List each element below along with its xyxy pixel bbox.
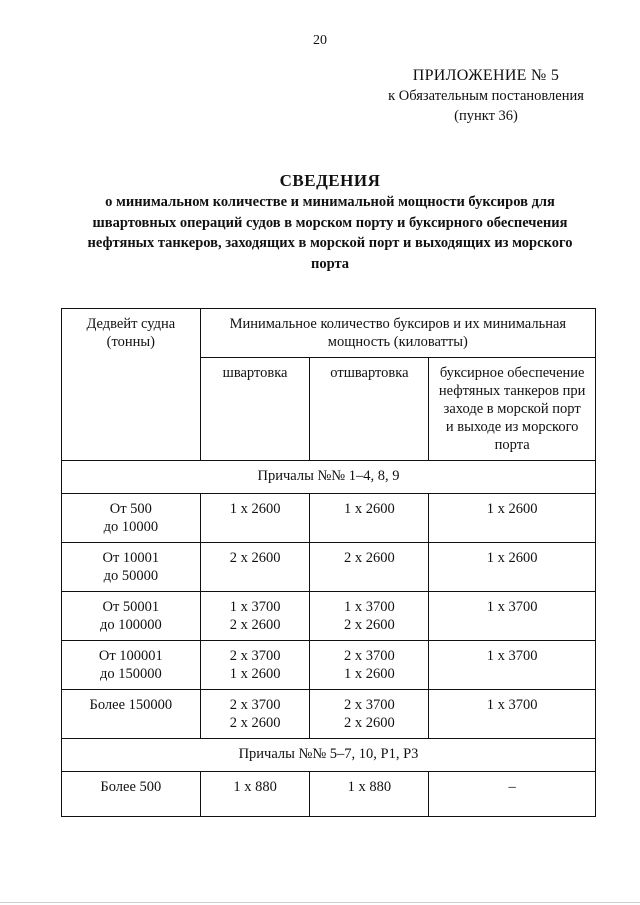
document-title: СВЕДЕНИЯ	[279, 171, 381, 190]
header-text: порта	[494, 437, 530, 453]
cell-line: 1 x 2600	[229, 501, 281, 517]
cell-line: 2 x 2600	[344, 617, 395, 633]
cell-tanker-support	[429, 772, 596, 817]
cell-line: 2 x 3700	[344, 648, 395, 664]
table-row	[62, 690, 596, 739]
cell-deadweight	[62, 543, 201, 592]
cell-line: до 10000	[103, 519, 159, 535]
cell-line: 2 x 3700	[229, 648, 281, 664]
cell-line: 1 x 3700	[486, 648, 538, 664]
cell-unmooring	[310, 494, 429, 543]
cell-mooring	[200, 772, 310, 817]
cell-line: 2 x 3700	[344, 697, 395, 713]
header-text: буксирное обеспечение	[439, 365, 585, 381]
cell-unmooring	[310, 592, 429, 641]
table-row	[62, 772, 596, 817]
cell-tanker-support	[429, 690, 596, 739]
cell-tanker-support	[429, 592, 596, 641]
cell-line: 2 x 2600	[344, 550, 395, 566]
cell-line: 2 x 3700	[229, 697, 281, 713]
cell-line: –	[508, 779, 516, 795]
subtitle-line: о минимальном количестве и минимальной мощности буксиров для	[105, 194, 555, 210]
cell-line: 2 x 2600	[229, 550, 281, 566]
cell-line: 2 x 2600	[229, 715, 281, 731]
cell-tanker-support	[429, 543, 596, 592]
page-number: 20	[313, 33, 327, 48]
cell-line: 2 x 2600	[344, 715, 395, 731]
group-label: Причалы №№ 5–7, 10, Р1, Р3	[62, 739, 596, 772]
table-row	[62, 494, 596, 543]
cell-mooring	[200, 543, 310, 592]
header-text: нефтяных танкеров при	[438, 383, 586, 399]
cell-line: 1 x 880	[347, 779, 392, 795]
cell-line: От 50001	[102, 599, 160, 615]
header-text: Минимальное количество буксиров и их минимальная	[229, 316, 567, 332]
group-row	[62, 739, 596, 772]
cell-unmooring	[310, 543, 429, 592]
cell-line: 1 x 2600	[486, 550, 538, 566]
cell-unmooring	[310, 690, 429, 739]
cell-tanker-support	[429, 494, 596, 543]
cell-line: 1 x 2600	[344, 666, 395, 682]
cell-line: до 100000	[99, 617, 162, 633]
document-heading	[60, 170, 600, 274]
cell-deadweight	[62, 772, 201, 817]
header-unmooring: отшвартовка	[310, 358, 429, 461]
table-row	[62, 641, 596, 690]
table-row	[62, 592, 596, 641]
cell-deadweight	[62, 690, 201, 739]
group-label: Причалы №№ 1–4, 8, 9	[62, 461, 596, 494]
tug-requirements-table	[61, 308, 596, 817]
header-text: Дедвейт судна	[86, 316, 176, 332]
header-tanker-support	[429, 358, 596, 461]
cell-line: 1 x 2600	[486, 501, 538, 517]
document-subtitle	[60, 192, 600, 274]
cell-unmooring	[310, 641, 429, 690]
cell-line: до 50000	[103, 568, 159, 584]
header-text: мощность (киловатты)	[327, 334, 468, 350]
cell-line: 2 x 2600	[229, 617, 281, 633]
appendix-title: ПРИЛОЖЕНИЕ № 5	[412, 67, 560, 84]
subtitle-line: нефтяных танкеров, заходящих в морской порт и выходящих из морского	[87, 235, 573, 251]
table-header-row	[62, 309, 596, 358]
group1-rows	[62, 494, 596, 739]
cell-mooring	[200, 641, 310, 690]
cell-line: От 10001	[102, 550, 160, 566]
cell-line: 1 x 2600	[344, 501, 395, 517]
header-text: заходе в морской порт	[443, 401, 581, 417]
cell-line: 1 x 3700	[486, 599, 538, 615]
cell-deadweight	[62, 592, 201, 641]
cell-line: 1 x 3700	[486, 697, 538, 713]
group2-rows	[62, 772, 596, 817]
page-edge-line	[0, 902, 640, 903]
cell-deadweight	[62, 494, 201, 543]
cell-unmooring	[310, 772, 429, 817]
header-text: и выходе из морского	[445, 419, 579, 435]
header-group	[200, 309, 595, 358]
cell-line: Более 500	[100, 779, 162, 795]
appendix-reference	[366, 66, 606, 126]
appendix-line-2: к Обязательным постановления	[388, 88, 584, 104]
cell-mooring	[200, 592, 310, 641]
group-row	[62, 461, 596, 494]
cell-mooring	[200, 690, 310, 739]
header-text: (тонны)	[106, 334, 155, 350]
cell-deadweight	[62, 641, 201, 690]
cell-line: 1 x 880	[233, 779, 277, 795]
cell-line: От 100001	[98, 648, 163, 664]
table-row	[62, 543, 596, 592]
cell-line: 1 x 2600	[229, 666, 281, 682]
cell-line: 1 x 3700	[344, 599, 395, 615]
cell-tanker-support	[429, 641, 596, 690]
cell-mooring	[200, 494, 310, 543]
header-mooring: швартовка	[200, 358, 310, 461]
appendix-line-3: (пункт 36)	[454, 108, 518, 124]
cell-line: От 500	[109, 501, 152, 517]
cell-line: до 150000	[99, 666, 162, 682]
cell-line: 1 x 3700	[229, 599, 281, 615]
header-deadweight	[62, 309, 201, 461]
cell-line: Более 150000	[89, 697, 173, 713]
subtitle-line: порта	[310, 255, 350, 272]
subtitle-line: швартовных операций судов в морском порту и буксирного обеспечения	[92, 214, 568, 231]
